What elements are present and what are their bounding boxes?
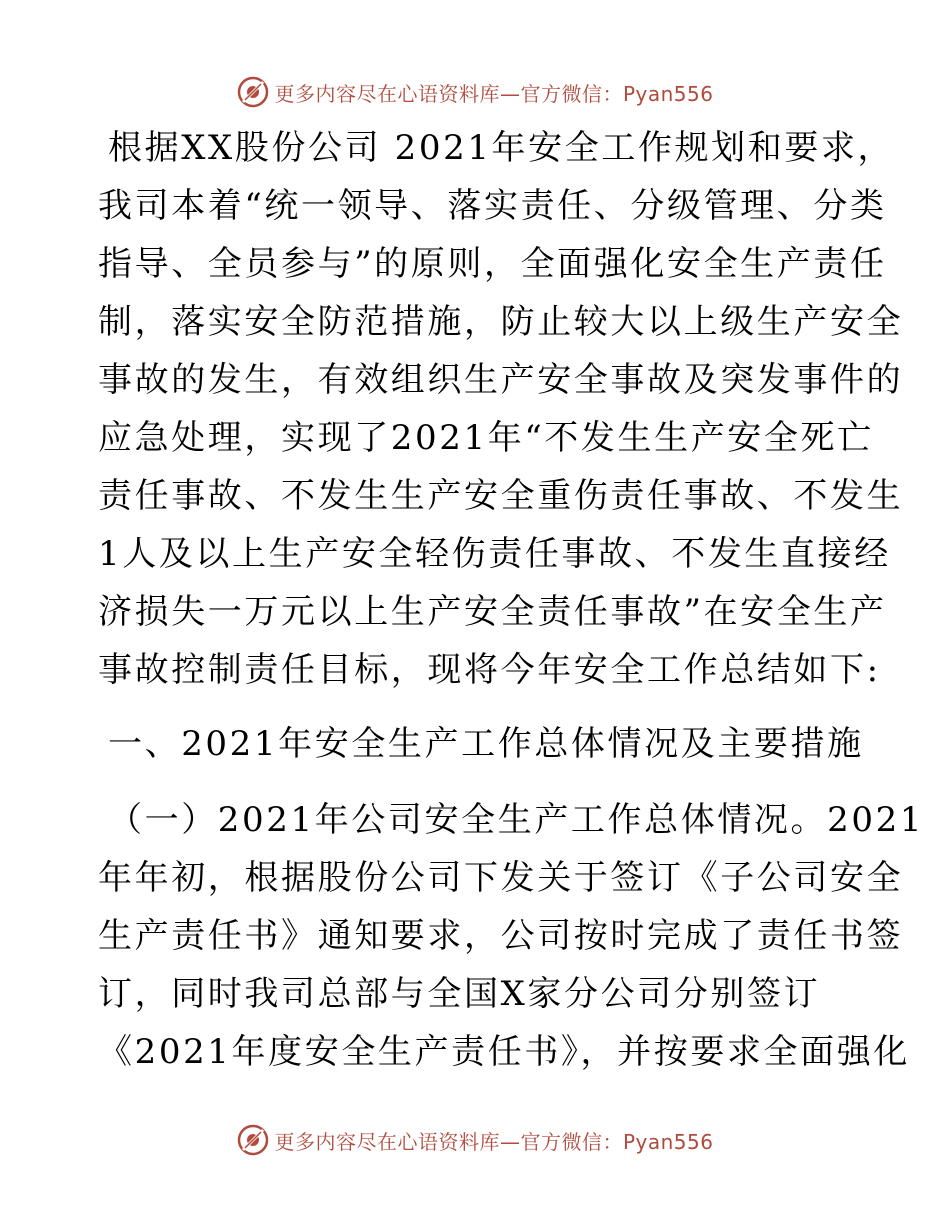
body-line: 应急处理，实现了2021年“不发生生产安全死亡 bbox=[98, 418, 874, 458]
section-heading: 一、2021年安全生产工作总体情况及主要措施 bbox=[108, 724, 864, 764]
body-line: 年年初，根据股份公司下发关于签订《子公司安全 bbox=[98, 858, 904, 898]
body-line: 《2021年度安全生产责任书》，并按要求全面强化 bbox=[98, 1032, 910, 1072]
watermark-text: 更多内容尽在心语资料库—官方微信：Pyan556 bbox=[274, 81, 714, 106]
watermark-text: 更多内容尽在心语资料库—官方微信：Pyan556 bbox=[274, 1129, 714, 1154]
body-line: 我司本着“统一领导、落实责任、分级管理、分类 bbox=[98, 186, 887, 226]
stamp-seal-icon bbox=[236, 75, 270, 109]
header-watermark bbox=[0, 70, 950, 114]
body-line: 指导、全员参与”的原则，全面强化安全生产责任 bbox=[98, 244, 887, 284]
body-line: 事故的发生，有效组织生产安全事故及突发事件的 bbox=[98, 360, 904, 400]
body-line: 1人及以上生产安全轻伤责任事故、不发生直接经 bbox=[98, 534, 891, 574]
body-line: 订，同时我司总部与全国X家分公司分别签订 bbox=[98, 974, 821, 1014]
body-line: 根据XX股份公司 2021年安全工作规划和要求， bbox=[108, 128, 895, 168]
stamp-seal-icon bbox=[236, 1123, 270, 1157]
body-line: 济损失一万元以上生产安全责任事故”在安全生产 bbox=[98, 592, 887, 632]
body-line: 生产责任书》通知要求，公司按时完成了责任书签 bbox=[98, 916, 904, 956]
body-line: （一）2021年公司安全生产工作总体情况。2021 bbox=[108, 800, 925, 840]
body-line: 责任事故、不发生生产安全重伤责任事故、不发生 bbox=[98, 476, 904, 516]
body-line: 事故控制责任目标，现将今年安全工作总结如下: bbox=[98, 650, 881, 690]
body-line: 制，落实安全防范措施，防止较大以上级生产安全 bbox=[98, 302, 904, 342]
footer-watermark bbox=[0, 1118, 950, 1162]
